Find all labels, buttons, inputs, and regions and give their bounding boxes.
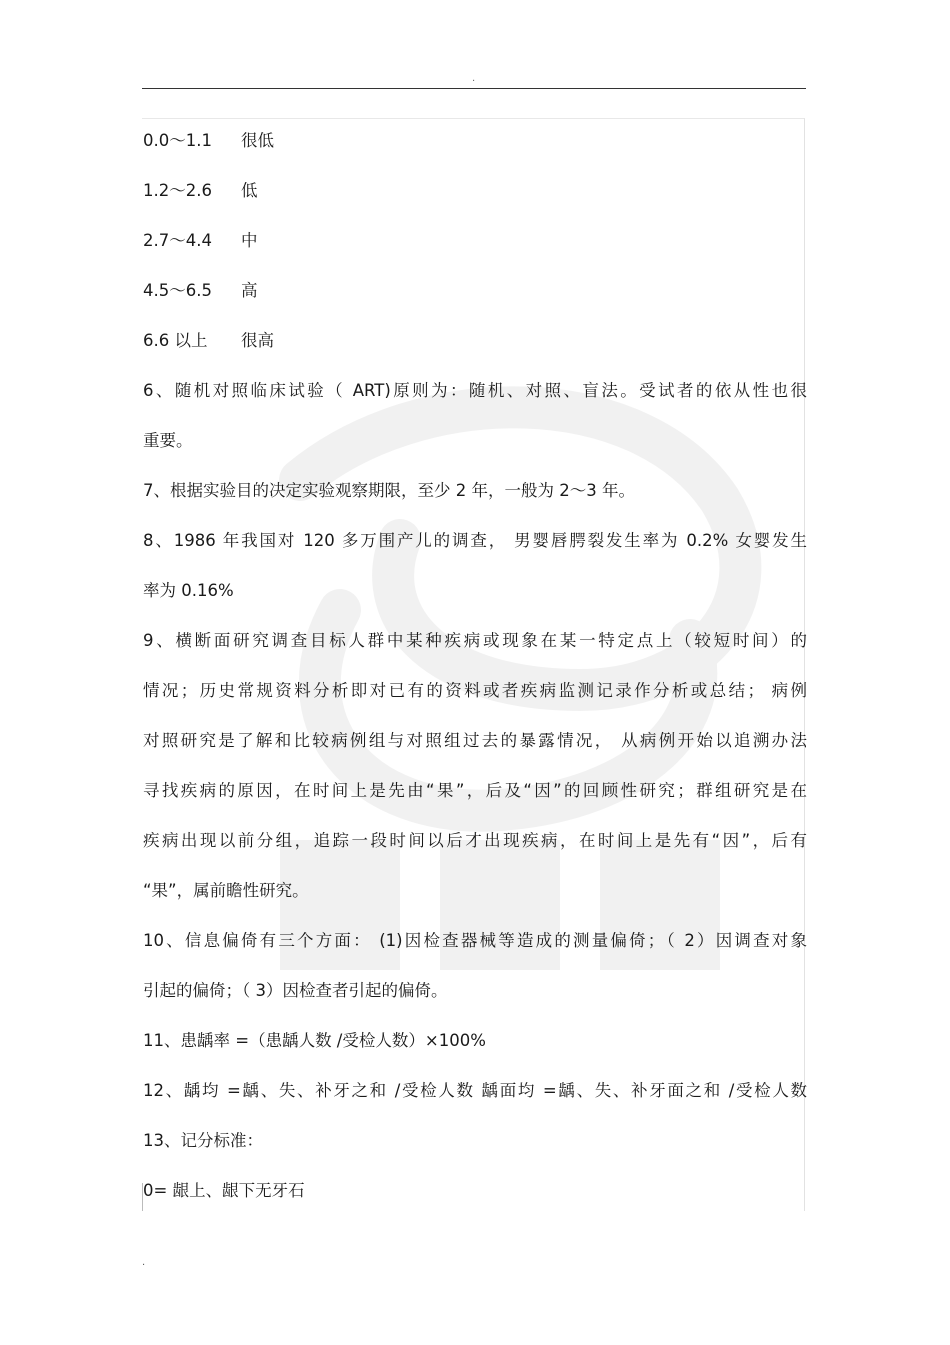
- item-7: 7、根据实验目的决定实验观察期限，至少 2 年，一般为 2～3 年。: [143, 481, 635, 500]
- grade-range: 2.7～4.4: [143, 231, 212, 250]
- item-9-line-6: “果”，属前瞻性研究。: [143, 881, 309, 900]
- grade-row: [143, 316, 807, 366]
- item-9-line-1: 9、横断面研究调查目标人群中某种疾病或现象在某一特定点上（较短时间）的: [143, 631, 807, 650]
- header-rule: [142, 88, 806, 89]
- item-9-line-4: 寻找疾病的原因，在时间上是先由“果”，后及“因”的回顾性研究；群组研究是在: [143, 781, 807, 800]
- grade-level: 很低: [241, 131, 274, 150]
- item-9-line-5: 疾病出现以前分组，追踪一段时间以后才出现疾病，在时间上是先有“因”，后有: [143, 831, 807, 850]
- item-10-line-2: 引起的偏倚；（ 3）因检查者引起的偏倚。: [143, 981, 448, 1000]
- item-9-line-3: 对照研究是了解和比较病例组与对照组过去的暴露情况， 从病例开始以追溯办法: [143, 731, 807, 750]
- item-6-line-1: 6、随机对照临床试验（ ART)原则为：随机、对照、盲法。受试者的依从性也很: [143, 381, 807, 400]
- grade-level: 高: [241, 281, 258, 300]
- grade-level: 低: [241, 181, 258, 200]
- header-mark: .: [472, 73, 476, 84]
- grade-row: [143, 266, 807, 316]
- item-8-line-1: 8、1986 年我国对 120 多万围产儿的调查， 男婴唇腭裂发生率为 0.2% 女婴发生: [143, 531, 807, 550]
- document-body: [143, 116, 807, 1216]
- item-13: 13、记分标准：: [143, 1131, 263, 1150]
- grade-level: 中: [241, 231, 258, 250]
- item-13-score-0: 0= 龈上、龈下无牙石: [143, 1181, 305, 1200]
- grade-row: [143, 216, 807, 266]
- grade-range: 0.0～1.1: [143, 131, 212, 150]
- grade-range: 4.5～6.5: [143, 281, 212, 300]
- grade-level: 很高: [241, 331, 274, 350]
- item-6-line-2: 重要。: [143, 431, 193, 450]
- item-10-line-1: 10、信息偏倚有三个方面： (1)因检查器械等造成的测量偏倚；（ 2）因调查对象: [143, 931, 807, 950]
- item-11: 11、患龋率 =（患龋人数 /受检人数）×100%: [143, 1031, 486, 1050]
- grade-range: 6.6 以上: [143, 331, 208, 350]
- footer-mark: .: [142, 1257, 146, 1268]
- item-8-line-2: 率为 0.16%: [143, 581, 234, 600]
- grade-range: 1.2～2.6: [143, 181, 212, 200]
- grade-row: [143, 166, 807, 216]
- grade-row: [143, 116, 807, 166]
- item-9-line-2: 情况；历史常规资料分析即对已有的资料或者疾病监测记录作分析或总结； 病例: [143, 681, 807, 700]
- item-12: 12、龋均 =龋、失、补牙之和 /受检人数 龋面均 =龋、失、补牙面之和 /受检人数: [143, 1081, 807, 1100]
